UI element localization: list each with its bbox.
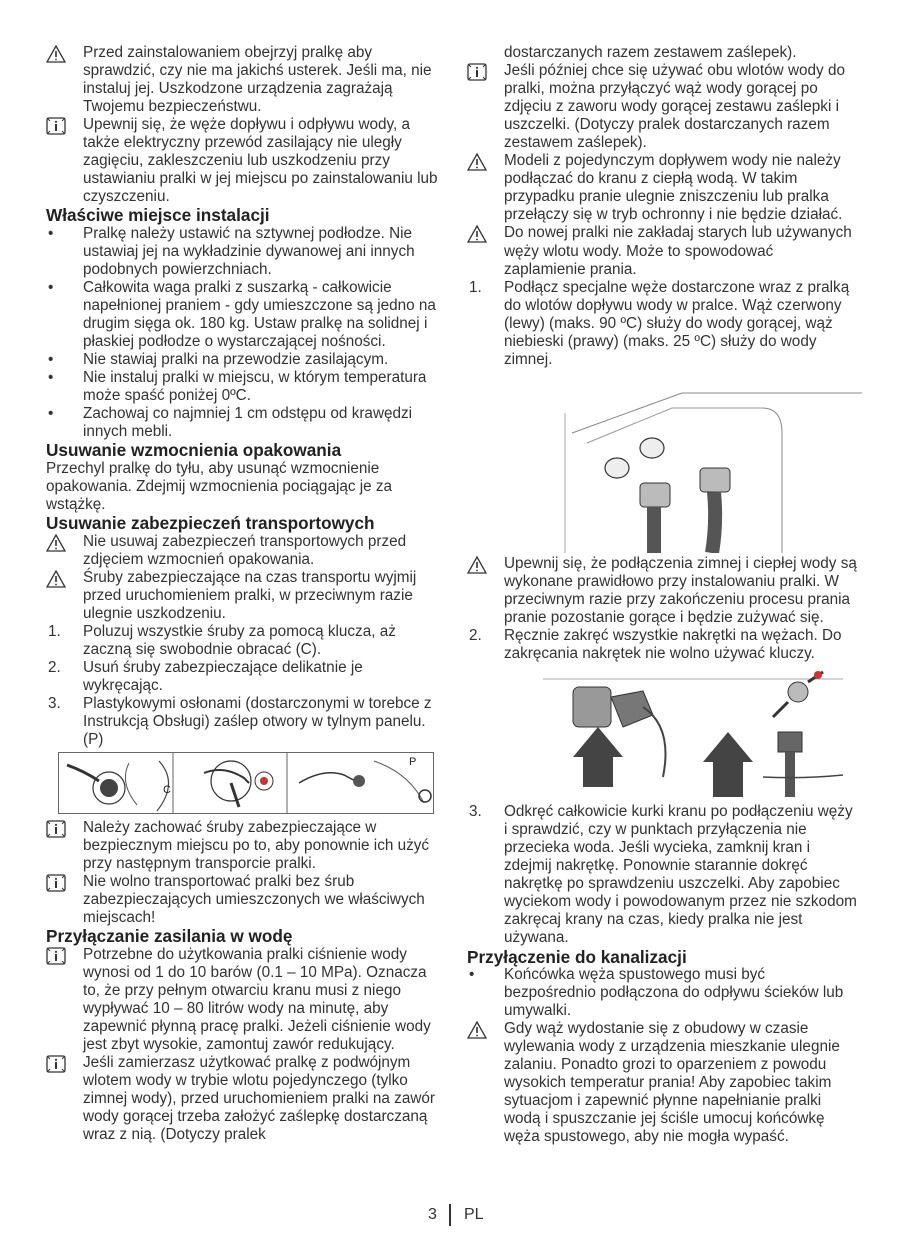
info-note <box>46 819 438 873</box>
warning-note <box>467 555 859 627</box>
info-note <box>46 1054 438 1144</box>
language-code: PL <box>464 1206 484 1223</box>
hose-drawing <box>562 373 862 553</box>
note-text: Gdy wąż wydostanie się z obudowy w czasie wylewania wody z urządzenia mieszkanie ulegnie zalaniu. Ponadto grozi to oparzeniem z powodu wysokich temperatur prania! Aby zapobiec takim sytuacjom i zapewnić płynne napełnianie pralki wodą i spuszczanie jej ściśle umocuj końcówkę węża spustowego, aby nie mogła wypaść. <box>504 1020 840 1146</box>
nut-tightening-illustration <box>543 667 863 797</box>
info-note <box>467 62 859 152</box>
bullet: • <box>48 405 54 423</box>
list-item: • Końcówka węża spustowego musi być bezpośrednio podłączona do odpływu ścieków lub umywalki. <box>469 966 844 1020</box>
heading-water-supply: Przyłączanie zasilania w wodę <box>46 926 293 947</box>
warning-note <box>467 224 859 278</box>
step-item: 2. Ręcznie zakręć wszystkie nakrętki na wężach. Do zakręcania nakrętek nie wolno używać kluczy. <box>469 627 842 663</box>
info-icon <box>467 63 487 81</box>
warning-triangle-icon <box>467 556 487 574</box>
label-p: P <box>409 756 417 769</box>
step-item: 3. Odkręć całkowicie kurki kranu po podłączeniu węży i sprawdzić, czy w punktach przyłączenia nie przecieka woda. Jeśli wycieka, zamknij kran i zdejmij nakrętkę. Ponownie starannie dokręć nakrętkę po sprawdzeniu uszczelki. Aby zapobiec wyciekom wody i powodowanym przez nie szkodom zakręcaj krany na czas, kiedy pralka nie jest używana. <box>469 803 857 947</box>
note-text: Jeśli później chce się używać obu wlotów wody do pralki, można przyłączyć wąż wody gorącej po zdjęciu z zaworu wody gorącej zestawu zaślepki i uszczelki. (Dotyczy pralek dostarczanych razem zestawem zaślepek). <box>504 62 845 152</box>
note-text: Upewnij się, że węże dopływu i odpływu wody, a także elektryczny przewód zasilający nie uległy zagięciu, zakleszczeniu lub uszkodzeniu przy ustawianiu pralki w jej miejscu po zainstalowaniu lub czyszczeniu. <box>83 116 438 206</box>
transport-bolts-illustration <box>58 752 434 814</box>
warning-triangle-icon <box>467 1021 487 1039</box>
warning-note <box>467 152 859 224</box>
info-icon <box>46 947 66 965</box>
hose-connection-illustration <box>562 373 862 553</box>
page-footer <box>0 1204 904 1228</box>
label-c: C <box>163 784 171 797</box>
note-text: Należy zachować śruby zabezpieczające w bezpiecznym miejscu po to, aby ponownie ich użyć przy następnym transporcie pralki. <box>83 819 430 873</box>
note-text: Nie wolno transportować pralki bez śrub zabezpieczających umieszczonych we właściwych miejscach! <box>83 873 425 927</box>
warning-triangle-icon <box>46 570 66 588</box>
note-text: Potrzebne do użytkowania pralki ciśnienie wody wynosi od 1 do 10 barów (0.1 – 10 MPa). Oznacza to, że przy pełnym otwarciu kranu musi z niego wypływać 10 – 80 litrów wody na minutę, aby zapewnić płynną pracę pralki. Jeżeli ciśnienie wody jest zbyt wysokie, zamontuj zawór redukujący. <box>83 945 431 1054</box>
step-number: 2. <box>469 627 482 645</box>
footer-divider <box>449 1204 451 1226</box>
note-text: Nie usuwaj zabezpieczeń transportowych przed zdjęciem wzmocnień opakowania. <box>83 532 407 568</box>
step-item: 3. Plastykowymi osłonami (dostarczonymi w torebce z Instrukcją Obsługi) zaślep otwory w tylnym panelu. (P) <box>48 695 432 749</box>
heading-transport: Usuwanie zabezpieczeń transportowych <box>46 513 375 534</box>
step-number: 2. <box>48 658 61 676</box>
bullet: • <box>48 224 54 242</box>
step-number: 3. <box>469 803 482 821</box>
info-note <box>46 946 438 1054</box>
note-text: Do nowej pralki nie zakładaj starych lub używanych węży wlotu wody. Może to spowodować zaplamienie prania. <box>504 224 852 278</box>
page-number: 3 <box>428 1206 437 1223</box>
step-item: 2. Usuń śruby zabezpieczające delikatnie je wykręcając. <box>48 658 363 694</box>
warning-triangle-icon <box>46 534 66 552</box>
right-column <box>467 44 859 1146</box>
info-icon <box>46 117 66 135</box>
note-text: Przed zainstalowaniem obejrzyj pralkę aby sprawdzić, czy nie ma jakichś usterek. Jeśli ma, nie instaluj jej. Uszkodzone urządzenia zagrażają Twojemu bezpieczeństwu. <box>83 44 432 116</box>
info-icon <box>46 820 66 838</box>
bullet: • <box>48 351 54 369</box>
warning-triangle-icon <box>467 153 487 171</box>
bullet: • <box>469 966 475 983</box>
warning-triangle-icon <box>46 45 66 63</box>
step-item: 1. Podłącz specjalne węże dostarczone wraz z pralką do wlotów dopływu wody w pralce. Wąż czerwony (lewy) (maks. 90 ºC) służy do wody gorącej, wąż niebieski (prawy) (maks. 25 ºC) służy do wody zimnej. <box>469 278 850 368</box>
nut-drawing <box>543 667 863 797</box>
step-number: 1. <box>469 278 482 296</box>
list-item: • Nie stawiaj pralki na przewodzie zasilającym. <box>48 351 389 369</box>
note-text: Jeśli zamierzasz użytkować pralkę z podwójnym wlotem wody w trybie wlotu pojedynczego (tylko zimnej wody), przed uruchomieniem pralki na zawór wody gorącej trzeba założyć zaślepkę dostarczaną wraz z nią. (Dotyczy pralek <box>83 1054 435 1144</box>
info-note <box>46 873 438 927</box>
warning-triangle-icon <box>467 225 487 243</box>
warning-note <box>46 533 438 569</box>
info-icon <box>46 1055 66 1073</box>
bolts-drawing <box>59 753 433 813</box>
heading-packaging: Usuwanie wzmocnienia opakowania <box>46 440 342 461</box>
heading-install-location: Właściwe miejsce instalacji <box>46 205 270 226</box>
bullet: • <box>48 279 54 297</box>
info-note <box>46 116 438 206</box>
list-item: • Pralkę należy ustawić na sztywnej podłodze. Nie ustawiaj jej na wykładzinie dywanowej ani innych podobnych powierzchniach. <box>48 224 415 279</box>
step-number: 3. <box>48 695 61 713</box>
note-text: Upewnij się, że podłączenia zimnej i ciepłej wody są wykonane prawidłowo przy instalowaniu pralki. W przeciwnym razie przy zakończeniu procesu prania pranie pozostanie gorące i będzie zużywać się. <box>504 554 857 626</box>
list-item: • Nie instaluj pralki w miejscu, w którym temperatura może spaść poniżej 0ºC. <box>48 369 427 405</box>
bullet: • <box>48 369 54 387</box>
step-item: 1. Poluzuj wszystkie śruby za pomocą klucza, aż zaczną się swobodnie obracać (C). <box>48 622 396 658</box>
warning-note <box>46 44 438 116</box>
list-item: • Zachowaj co najmniej 1 cm odstępu od krawędzi innych mebli. <box>48 405 413 441</box>
left-column <box>46 44 438 1144</box>
warning-note <box>46 569 438 623</box>
heading-drain: Przyłączenie do kanalizacji <box>467 946 687 967</box>
note-text: Śruby zabezpieczające na czas transportu wyjmij przed uruchomieniem pralki, w przeciwnym razie ulegnie uszkodzeniu. <box>83 568 417 622</box>
continued-text: dostarczanych razem zestawem zaślepek). <box>504 44 797 61</box>
list-item: • Całkowita waga pralki z suszarką - całkowicie napełnionej praniem - gdy umieszczone są jedno na drugim sięga ok. 180 kg. Ustaw pralkę na solidnej i płaskiej podłodze o wystarczającej nośności. <box>48 279 436 351</box>
warning-note <box>467 1020 859 1146</box>
packaging-text: Przechyl pralkę do tyłu, aby usunąć wzmocnienie opakowania. Zdejmij wzmocnienia pociągając je za wstążkę. <box>46 459 393 514</box>
info-icon <box>46 874 66 892</box>
note-text: Modeli z pojedynczym dopływem wody nie należy podłączać do kranu z ciepłą wodą. W takim przypadku pranie ulegnie zniszczeniu lub pralka przełączy się w tryb ochronny i nie będzie działać. <box>504 152 843 224</box>
step-number: 1. <box>48 622 61 640</box>
